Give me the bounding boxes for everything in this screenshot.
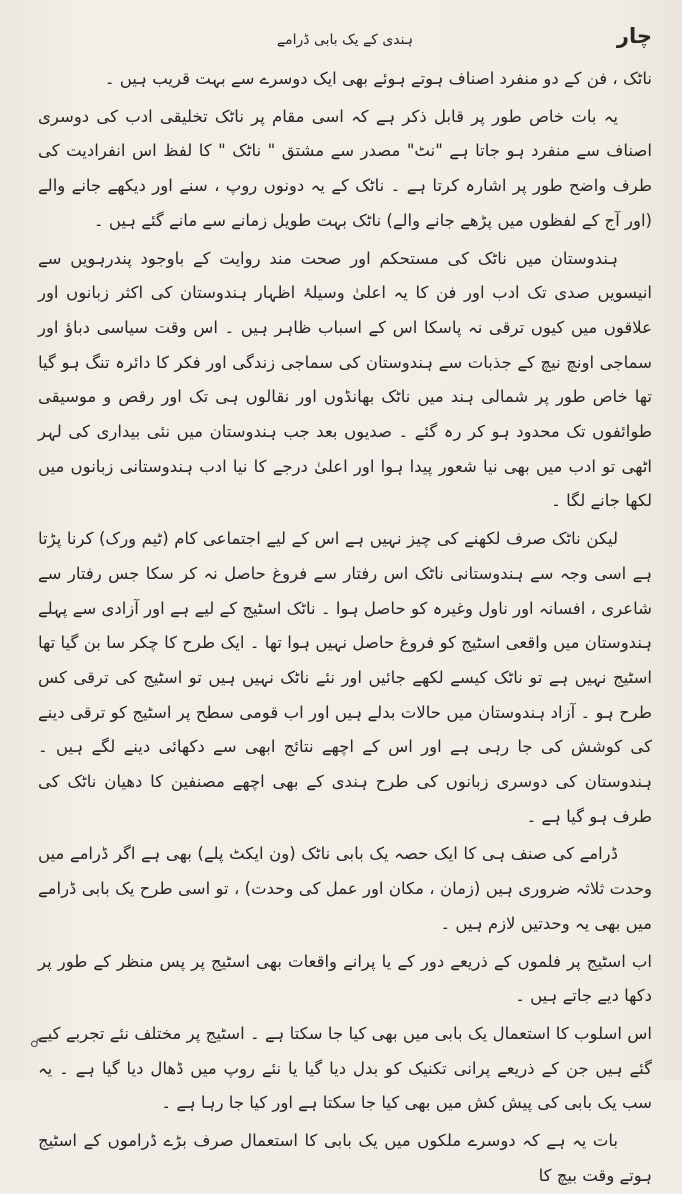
body-text	[38, 62, 652, 1194]
paragraph-2: یہ بات خاص طور پر قابل ذکر ہے کہ اسی مقام پر ناٹک تخلیقی ادب کی دوسری اصناف سے منفرد ہو جاتا ہے "نٹ" مصدر سے مشتق " ناٹک " کا لفظ اس انفرادیت کی طرف واضح طور پر اشارہ کرتا ہے ۔ ناٹک کے یہ دونوں روپ ، سنے اور دیکھے جانے والے (اور آج کے لفظوں میں پڑھے جانے والے) ناٹک بہت طویل زمانے سے مانے گئے ہیں ۔	[38, 106, 652, 230]
paragraph-6: اب اسٹیج پر فلموں کے ذریعے دور کے یا پرانے واقعات بھی اسٹیج پر پس منظر کے طور پر دکھا دیے جاتے ہیں ۔	[38, 951, 652, 1006]
page-header	[38, 18, 652, 62]
page-number: چار	[616, 24, 652, 48]
running-title: ہندی کے یک بابی ڈرامے	[276, 32, 414, 48]
paragraph-5: ڈرامے کی صنف ہی کا ایک حصہ یک بابی ناٹک (ون ایکٹ پلے) بھی ہے اگر ڈرامے میں وحدت ثلاثہ ضروری ہیں (زمان ، مکان اور عمل کی وحدت) ، تو اسی طرح یک بابی ڈرامے میں بھی یہ وحدتیں لازم ہیں ۔	[38, 844, 652, 933]
paragraph-4: لیکن ناٹک صرف لکھنے کی چیز نہیں ہے اس کے لیے اجتماعی کام (ٹیم ورک) کرنا پڑتا ہے اسی وجہ سے ہندوستانی ناٹک اس رفتار سے فروغ حاصل نہ کر سکا جس رفتار سے شاعری ، افسانہ اور ناول وغیرہ کو حاصل ہوا ۔ ناٹک اسٹیج کے لیے ہے اور آزادی سے پہلے ہندوستان میں واقعی اسٹیج کو فروغ حاصل نہیں ہوا تھا ۔ ایک طرح کا چکر سا بن گیا تھا اسٹیج نہیں ہے تو ناٹک کیسے لکھے جائیں اور نئے ناٹک نہیں ہیں تو اسٹیج کی ترقی کس طرح ہو ۔ آزاد ہندوستان میں حالات بدلے ہیں اور اب قومی سطح پر اسٹیج کو ترقی دینے کی کوشش کی جا رہی ہے اور اس کے اچھے نتائج ابھی سے دکھائی دینے لگے ہیں ۔ ہندوستان کی دوسری زبانوں کی طرح ہندی کے بھی اچھے مصنفین کا دھیان ناٹک کی طرف ہو گیا ہے ۔	[38, 529, 652, 826]
paragraph-8: بات یہ ہے کہ دوسرے ملکوں میں یک بابی کا استعمال صرف بڑے ڈراموں کے اسٹیج ہوتے وقت بیچ کا	[38, 1131, 652, 1185]
paragraph-1: ناٹک ، فن کے دو منفرد اصناف ہوتے ہوئے بھی ایک دوسرے سے بہت قریب ہیں ۔	[104, 69, 652, 88]
margin-pencil-mark: ♂	[30, 1036, 41, 1050]
paragraph-3: ہندوستان میں ناٹک کی مستحکم اور صحت مند روایت کے باوجود پندرہویں سے انیسویں صدی تک ادب اور فن کا یہ اعلیٰ وسیلۂ اظہار ہندوستان کی اکثر زبانوں اور علاقوں میں کیوں ترقی نہ پاسکا اس کے اسباب ظاہر ہیں ۔ اس وقت سیاسی دباؤ اور سماجی اونچ نیچ کے جذبات سے ہندوستان کی سماجی زندگی اور فکر کا دائرہ تنگ ہو گیا تھا خاص طور پر شمالی ہند میں ناٹک بھانڈوں اور نقالوں ہی تک اور رقص و موسیقی طوائفوں تک محدود ہو کر رہ گئے ۔ صدیوں بعد جب ہندوستان میں نئی بیداری کی لہر اٹھی تو ادب میں بھی نیا شعور پیدا ہوا اور اعلیٰ درجے کا نیا ادب ہندوستانی زبانوں میں لکھا جانے لگا ۔	[38, 248, 652, 511]
paragraph-7: اس اسلوب کا استعمال یک بابی میں بھی کیا جا سکتا ہے ۔ اسٹیج پر مختلف نئے تجربے کیے گئے ہیں جن کے ذریعے پرانی تکنیک کو بدل دیا گیا یا نئے روپ میں ڈھال دیا گیا ہے ۔ یہ سب یک بابی کی پیش کش میں بھی کیا جا سکتا ہے اور کیا جا رہا ہے ۔	[38, 1023, 652, 1113]
